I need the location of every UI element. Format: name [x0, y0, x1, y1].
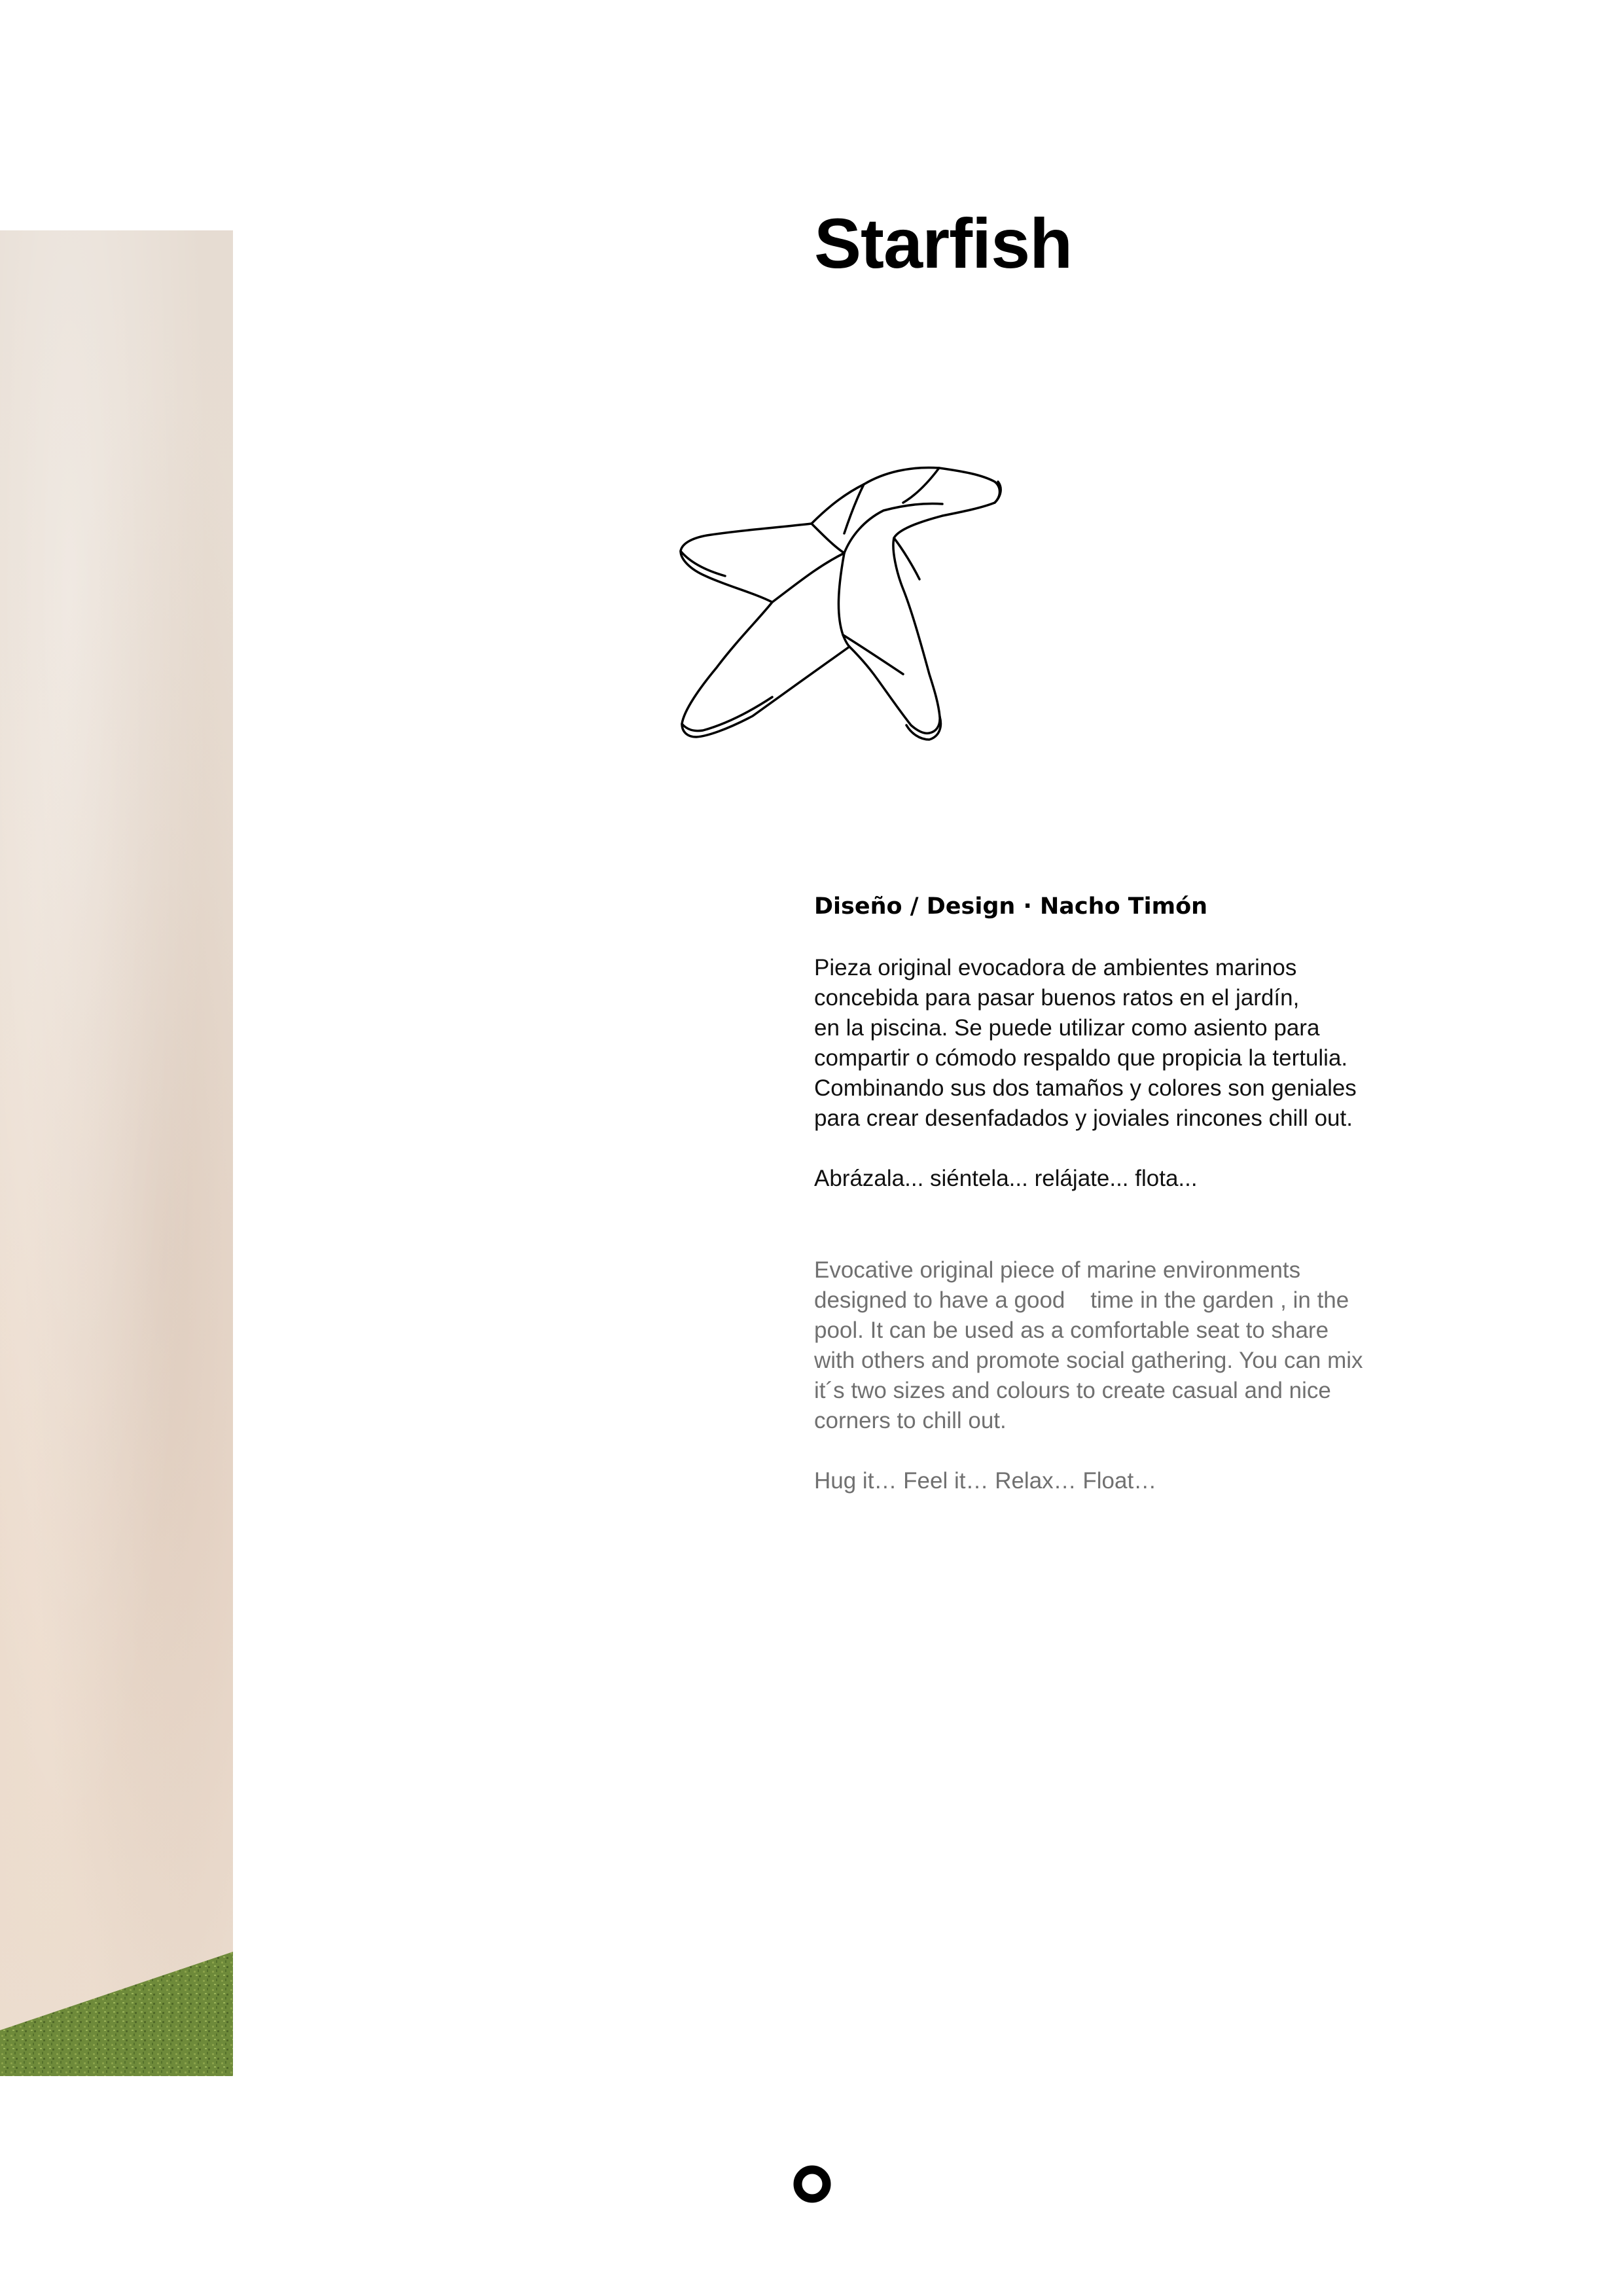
grass-texture — [0, 1932, 233, 2076]
spanish-line: compartir o cómodo respaldo que propicia la tertulia. — [814, 1045, 1348, 1071]
product-photo — [0, 230, 233, 2076]
english-line: it´s two sizes and colours to create casual and nice — [814, 1378, 1331, 1403]
english-line: corners to chill out. — [814, 1408, 1007, 1433]
spanish-line: Pieza original evocadora de ambientes marinos — [814, 955, 1297, 980]
page-title: Starfish — [814, 204, 1073, 283]
english-line: with others and promote social gathering. You can mix — [814, 1348, 1363, 1373]
spanish-line: en la piscina. Se puede utilizar como asiento para — [814, 1015, 1320, 1041]
english-tagline: Hug it… Feel it… Relax… Float… — [814, 1468, 1157, 1494]
english-line: designed to have a good time in the garden , in the — [814, 1287, 1349, 1313]
ring-icon — [793, 2164, 832, 2204]
designer-credit: Diseño / Design · Nacho Timón — [814, 893, 1208, 920]
spanish-line: concebida para pasar buenos ratos en el jardín, — [814, 985, 1300, 1011]
spanish-line: Combinando sus dos tamaños y colores son geniales — [814, 1075, 1357, 1101]
spanish-tagline: Abrázala... siéntela... relájate... flota... — [814, 1166, 1198, 1191]
english-description — [814, 1255, 1469, 1436]
spanish-line: para crear desenfadados y joviales rincones chill out. — [814, 1105, 1353, 1131]
spanish-description — [814, 953, 1469, 1134]
starfish-outline-drawing — [576, 399, 1073, 805]
english-line: pool. It can be used as a comfortable seat to share — [814, 1318, 1329, 1343]
english-line: Evocative original piece of marine environments — [814, 1257, 1301, 1283]
